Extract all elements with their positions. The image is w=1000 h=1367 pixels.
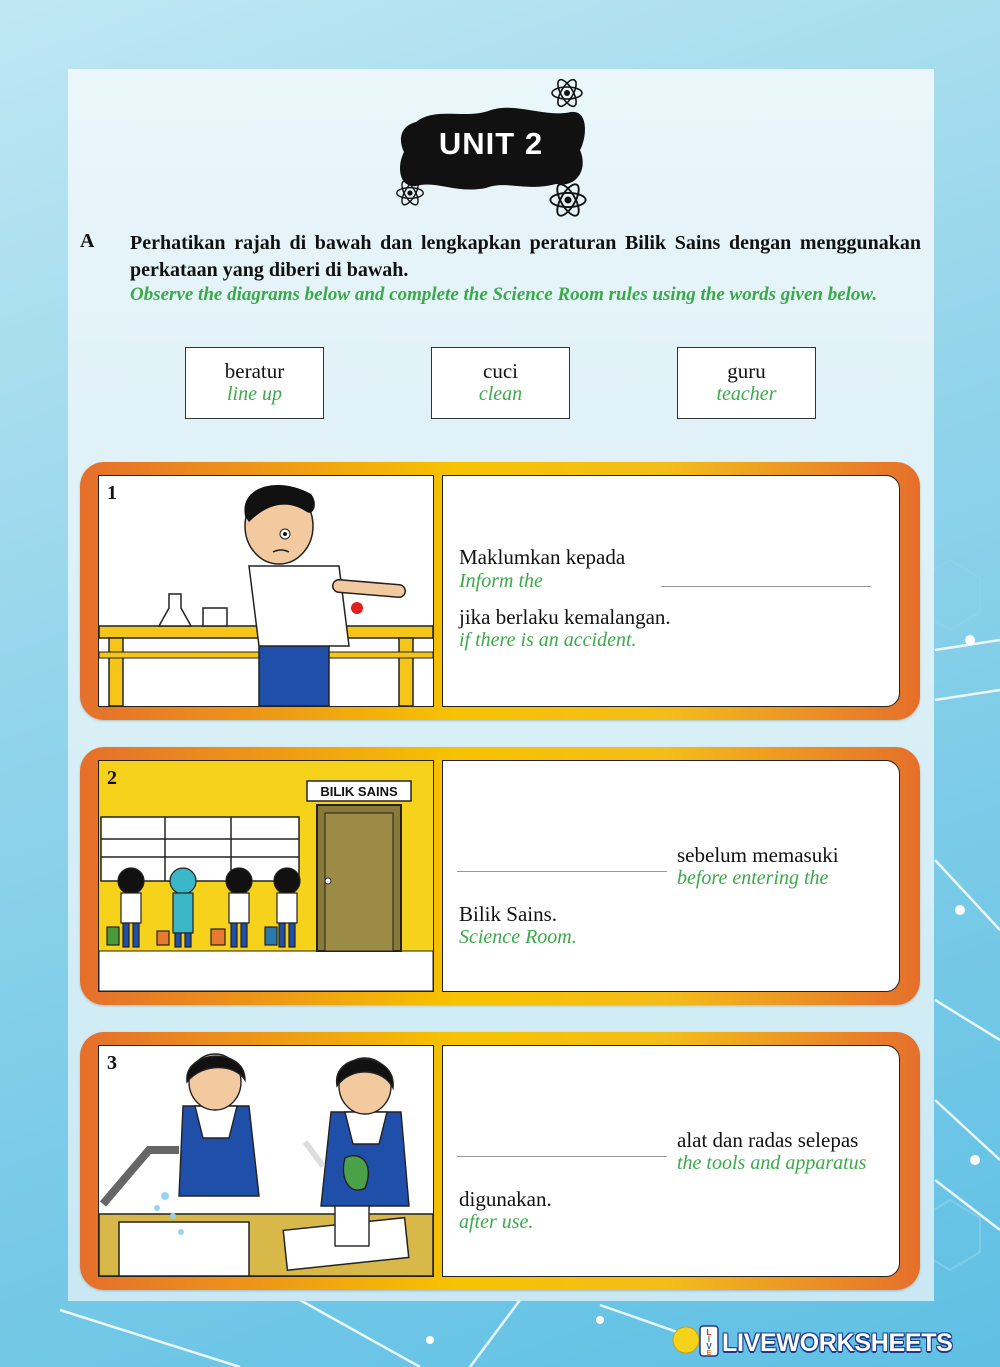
svg-text:I: I	[707, 1335, 711, 1344]
students-washing-apparatus-illustration	[99, 1046, 433, 1276]
word-english: line up	[227, 383, 282, 405]
instruction-english: Observe the diagrams below and complete the Science Room rules using the words given below.	[130, 284, 878, 305]
answer-blank[interactable]	[661, 586, 871, 587]
illustration-accident	[98, 475, 434, 707]
sentence-malay-part2: digunakan.	[459, 1187, 552, 1211]
word-malay: guru	[727, 359, 766, 383]
sentence-english-part2: if there is an accident.	[459, 629, 637, 651]
sentence-malay-part2: Bilik Sains.	[459, 902, 558, 926]
liveworksheets-brand[interactable]: LIVEWORKSHEETS	[722, 1329, 953, 1357]
sentence-english-part1: Inform the	[459, 570, 543, 592]
sentence-malay-part1: alat dan radas selepas	[677, 1128, 859, 1152]
word-malay: cuci	[483, 359, 518, 383]
word-english: clean	[478, 383, 523, 405]
question-card-2	[80, 747, 920, 1005]
sentence-english-part2: after use.	[459, 1211, 534, 1233]
sentence-english-part2: Science Room.	[459, 926, 577, 948]
word-bank-item	[677, 347, 816, 419]
illustration-line-up	[98, 760, 434, 992]
question-number: 2	[107, 767, 117, 789]
word-malay: beratur	[224, 359, 285, 383]
question-text-panel	[442, 1045, 900, 1277]
answer-blank[interactable]	[457, 871, 667, 872]
sentence-malay-part1: sebelum memasuki	[677, 843, 839, 867]
word-bank-item	[185, 347, 324, 419]
unit-title: UNIT 2	[438, 126, 544, 161]
sentence-english-part1: the tools and apparatus	[677, 1152, 867, 1174]
instruction-block	[130, 230, 921, 306]
sign-bilik-sains: BILIK SAINS	[320, 784, 398, 799]
atom-icon	[395, 178, 425, 208]
student-injured-illustration	[99, 476, 433, 706]
question-card-1	[80, 462, 920, 720]
illustration-washing	[98, 1045, 434, 1277]
svg-text:V: V	[706, 1342, 712, 1351]
question-text-panel	[442, 475, 900, 707]
atom-icon	[550, 76, 584, 110]
sentence-malay-part1: Maklumkan kepada	[459, 545, 626, 569]
svg-text:E: E	[706, 1350, 712, 1357]
atom-icon	[548, 180, 588, 220]
answer-blank[interactable]	[457, 1156, 667, 1157]
question-text-panel	[442, 760, 900, 992]
section-letter: A	[80, 230, 95, 252]
question-card-3	[80, 1032, 920, 1290]
question-number: 3	[107, 1052, 117, 1074]
instruction-malay: Perhatikan rajah di bawah dan lengkapkan peraturan Bilik Sains dengan menggunakan perkataan yang diberi di bawah.	[130, 232, 921, 281]
sentence-malay-part2: jika berlaku kemalangan.	[459, 605, 671, 629]
svg-text:L: L	[706, 1328, 712, 1337]
word-english: teacher	[716, 383, 777, 405]
question-number: 1	[107, 482, 117, 504]
sentence-english-part1: before entering the	[677, 867, 829, 889]
word-bank-item	[431, 347, 570, 419]
students-lining-up-illustration	[99, 761, 433, 991]
